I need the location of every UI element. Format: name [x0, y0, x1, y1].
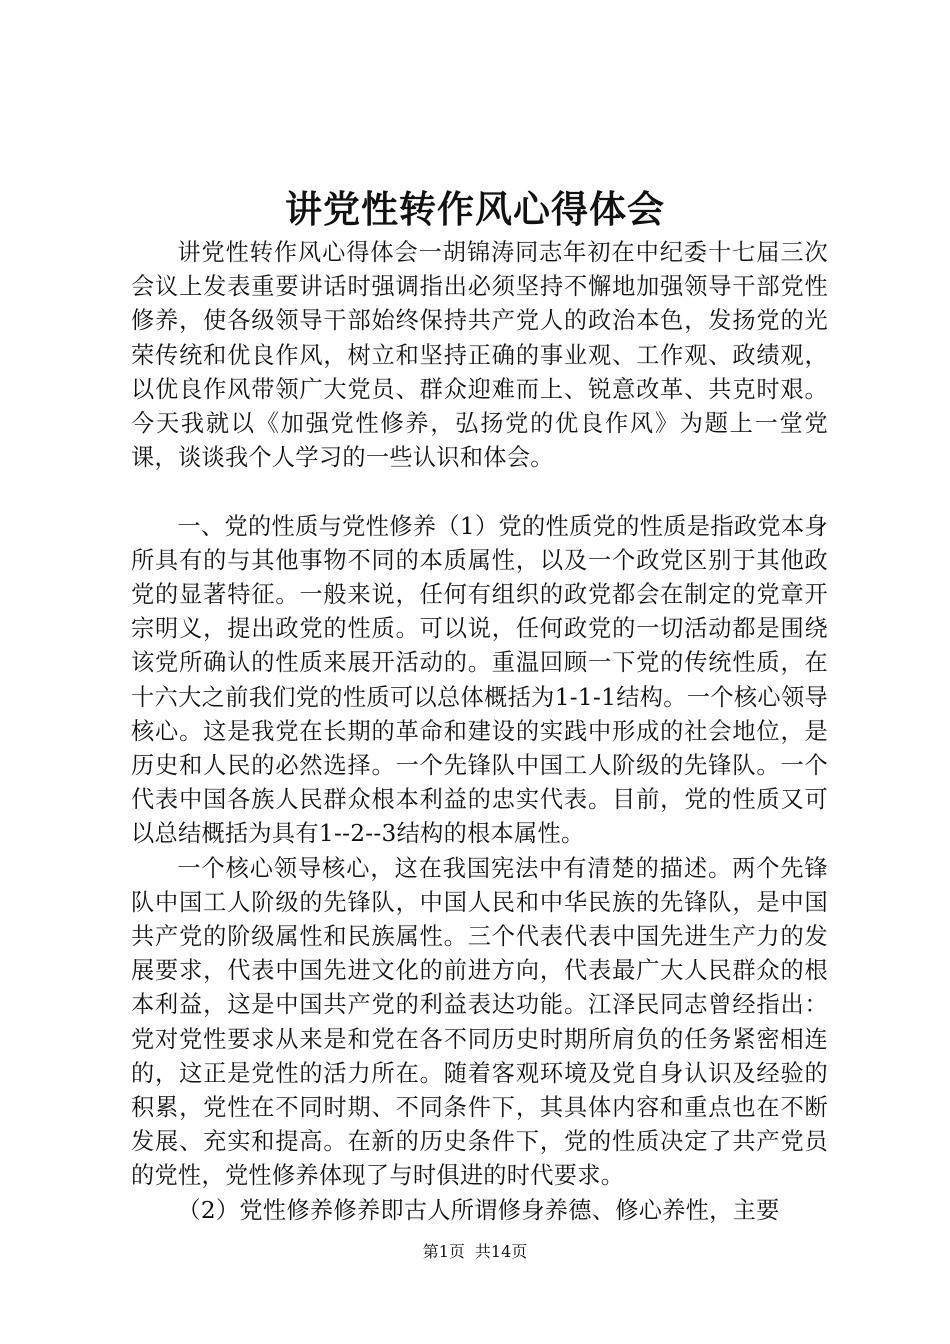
page-footer: [0, 1240, 950, 1264]
document-body: [131, 236, 828, 1228]
paragraph-core-leadership: 一个核心领导核心，这在我国宪法中有清楚的描述。两个先锋队中国工人阶级的先锋队，中国人民和中华民族的先锋队，是中国共产党的阶级属性和民族属性。三个代表代表中国先进生产力的发展要求，代表中国先进文化的前进方向，代表最广大人民群众的根本利益，这是中国共产党的利益表达功能。江泽民同志曾经指出：党对党性要求从来是和党在各不同历史时期所肩负的任务紧密相连的，这正是党性的活力所在。随着客观环境及党自身认识及经验的积累，党性在不同时期、不同条件下，其具体内容和重点也在不断发展、充实和提高。在新的历史条件下，党的性质决定了共产党员的党性，党性修养体现了与时俱进的时代要求。: [131, 854, 828, 1190]
paragraph-intro: 讲党性转作风心得体会一胡锦涛同志年初在中纪委十七届三次会议上发表重要讲话时强调指出必须坚持不懈地加强领导干部党性修养，使各级领导干部始终保持共产党人的政治本色，发扬党的光荣传统和优良作风，树立和坚持正确的事业观、工作观、政绩观，以优良作风带领广大党员、群众迎难而上、锐意改革、共克时艰。今天我就以《加强党性修养，弘扬党的优良作风》为题上一堂党课，谈谈我个人学习的一些认识和体会。: [131, 239, 828, 472]
paragraph-party-cultivation: （2）党性修养修养即古人所谓修身养德、修心养性，主要: [177, 1196, 780, 1224]
document-title: 讲党性转作风心得体会: [285, 187, 665, 231]
paragraph-gap: [131, 475, 828, 509]
page-total: 共14页: [474, 1242, 528, 1261]
paragraph-party-nature: 一、党的性质与党性修养（1）党的性质党的性质是指政党本身所具有的与其他事物不同的本质属性，以及一个政党区别于其他政党的显著特征。一般来说，任何有组织的政党都会在制定的党章开宗明义，提出政党的性质。可以说，任何政党的一切活动都是围绕该党所确认的性质来展开活动的。重温回顾一下党的传统性质，在十六大之前我们党的性质可以总体概括为1-1-1结构。一个核心领导核心。这是我党在长期的革命和建设的实践中形成的社会地位，是历史和人民的必然选择。一个先锋队中国工人阶级的先锋队。一个代表中国各族人民群众根本利益的忠实代表。目前，党的性质又可以总结概括为具有1--2--3结构的根本属性。: [131, 512, 828, 848]
page-number: 第1页: [422, 1242, 465, 1261]
